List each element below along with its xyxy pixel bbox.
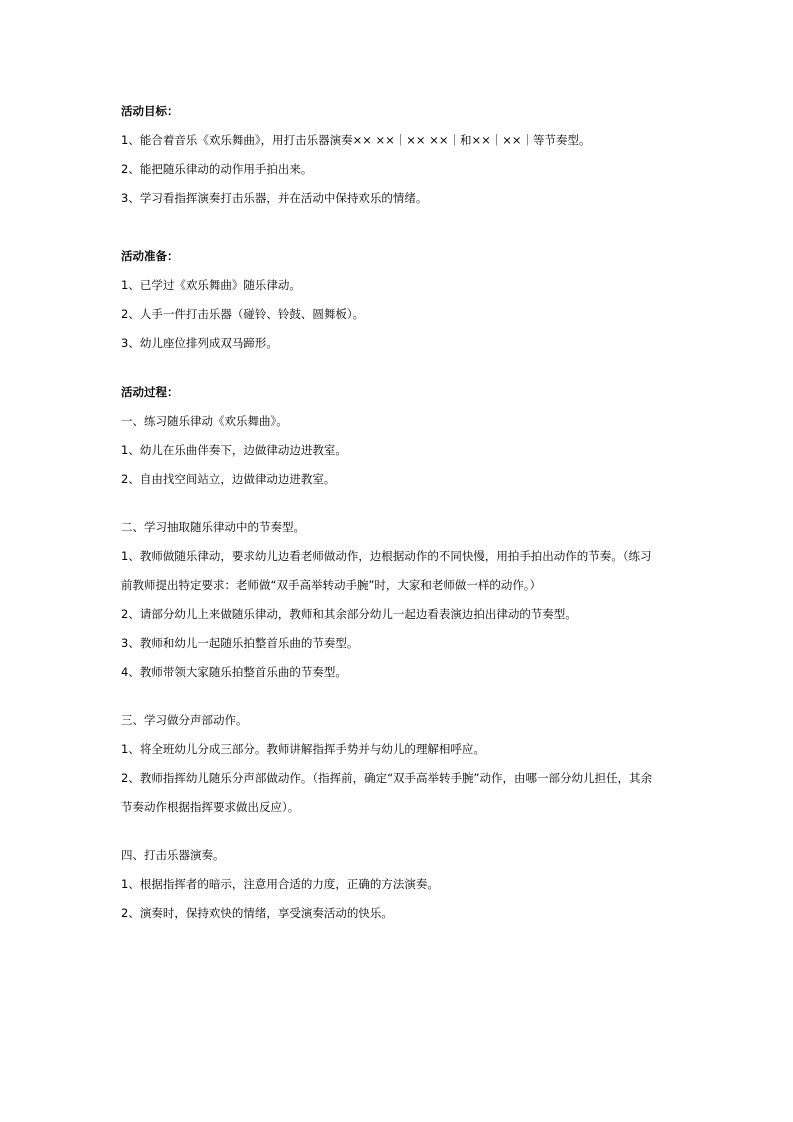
part3-item-1: 1、将全班幼儿分成三部分。教师讲解指挥手势并与幼儿的理解相呼应。 — [121, 742, 485, 756]
process-part3-title: 三、学习做分声部动作。 — [121, 713, 248, 727]
part2-item-1-continued: 前教师提出特定要求：老师做“双手高举转动手腕”时，大家和老师做一样的动作。） — [121, 578, 542, 592]
prep-item-3: 3、幼儿座位排列成双马蹄形。 — [121, 336, 278, 350]
part3-item-2-continued: 节奏动作根据指挥要求做出反应）。 — [121, 800, 300, 814]
part4-item-2: 2、演奏时，保持欢快的情绪，享受演奏活动的快乐。 — [121, 906, 393, 920]
part2-item-3: 3、教师和幼儿一起随乐拍整首乐曲的节奏型。 — [121, 636, 359, 650]
process-heading: 活动过程： — [121, 385, 179, 399]
part4-item-1: 1、根据指挥者的暗示，注意用合适的力度，正确的方法演奏。 — [121, 877, 439, 891]
process-part4-title: 四、打击乐器演奏。 — [121, 848, 225, 862]
process-part1-title: 一、练习随乐律动《欢乐舞曲》。 — [121, 414, 288, 428]
prep-item-1: 1、已学过《欢乐舞曲》随乐律动。 — [121, 278, 301, 292]
goals-heading: 活动目标： — [121, 104, 179, 118]
part1-item-2: 2、自由找空间站立，边做律动边进教室。 — [121, 472, 336, 486]
process-part2-title: 二、学习抽取随乐律动中的节奏型。 — [121, 520, 305, 534]
part3-item-2: 2、教师指挥幼儿随乐分声部做动作。（指挥前，确定“双手高举转手腕”动作，由哪一部分幼儿担任，其余 — [121, 771, 652, 785]
part2-item-1: 1、教师做随乐律动，要求幼儿边看老师做动作，边根据动作的不同快慢，用拍手拍出动作的节奏。（练习 — [121, 549, 652, 563]
prep-item-2: 2、人手一件打击乐器（碰铃、铃鼓、圆舞板）。 — [121, 307, 365, 321]
prep-heading: 活动准备： — [121, 249, 179, 263]
part2-item-2: 2、请部分幼儿上来做随乐律动，教师和其余部分幼儿一起边看表演边拍出律动的节奏型。 — [121, 607, 577, 621]
goal-item-1: 1、能合着音乐《欢乐舞曲》，用打击乐器演奏×× ××｜×× ××｜和××｜××｜等节奏型。 — [121, 133, 591, 147]
goal-item-2: 2、能把随乐律动的动作用手拍出来。 — [121, 162, 313, 176]
goal-item-3: 3、学习看指挥演奏打击乐器，并在活动中保持欢乐的情绪。 — [121, 191, 428, 205]
part2-item-4: 4、教师带领大家随乐拍整首乐曲的节奏型。 — [121, 665, 347, 679]
part1-item-1: 1、幼儿在乐曲伴奏下，边做律动边进教室。 — [121, 443, 347, 457]
